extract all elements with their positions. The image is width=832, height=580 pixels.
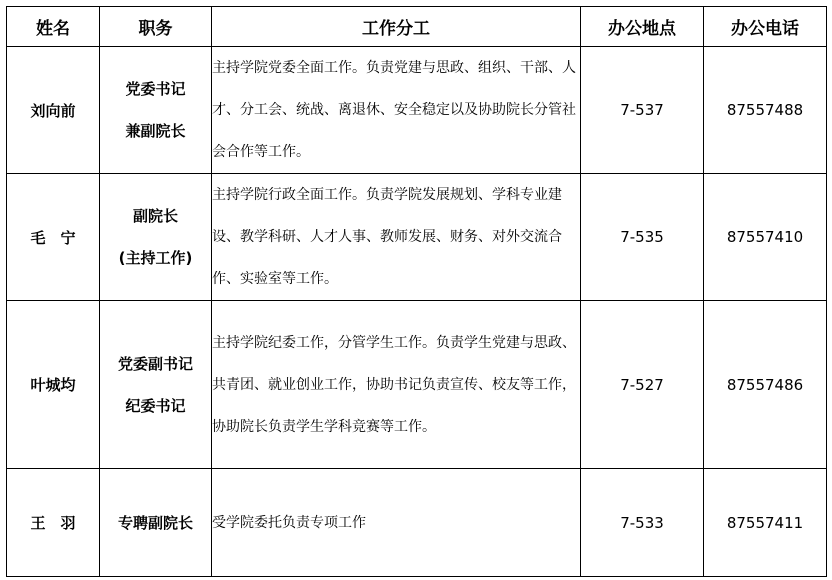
cell-position: [100, 47, 212, 174]
header-name: 姓名: [7, 7, 100, 47]
cell-name: 刘向前: [7, 47, 100, 174]
cell-duties: 主持学院党委全面工作。负责党建与思政、组织、干部、人才、分工会、统战、离退休、安全稳定以及协助院长分管社会合作等工作。: [212, 47, 581, 174]
header-duties: 工作分工: [212, 7, 581, 47]
cell-name: 毛 宁: [7, 174, 100, 301]
cell-phone: 87557411: [704, 469, 827, 577]
cell-name: 王 羽: [7, 469, 100, 577]
cell-duties: 主持学院行政全面工作。负责学院发展规划、学科专业建设、教学科研、人才人事、教师发展、财务、对外交流合作、实验室等工作。: [212, 174, 581, 301]
header-position: 职务: [100, 7, 212, 47]
table-header-row: [7, 7, 827, 47]
cell-duties: 主持学院纪委工作，分管学生工作。负责学生党建与思政、共青团、就业创业工作，协助书记负责宣传、校友等工作，协助院长负责学生学科竞赛等工作。: [212, 301, 581, 469]
cell-duties: 受学院委托负责专项工作: [212, 469, 581, 577]
header-office: 办公地点: [581, 7, 704, 47]
table-row: [7, 174, 827, 301]
position-line: 专聘副院长: [117, 513, 193, 532]
position-line: 纪委书记: [125, 396, 186, 415]
cell-office: 7-533: [581, 469, 704, 577]
header-phone: 办公电话: [704, 7, 827, 47]
position-line: 党委副书记: [117, 354, 193, 373]
cell-position: [100, 174, 212, 301]
cell-phone: 87557486: [704, 301, 827, 469]
cell-office: 7-527: [581, 301, 704, 469]
cell-phone: 87557410: [704, 174, 827, 301]
cell-phone: 87557488: [704, 47, 827, 174]
cell-position: [100, 469, 212, 577]
cell-name: 叶城均: [7, 301, 100, 469]
position-line: 党委书记: [125, 80, 186, 98]
table-row: [7, 47, 827, 174]
cell-office: 7-537: [581, 47, 704, 174]
cell-position: [100, 301, 212, 469]
table-row: [7, 301, 827, 469]
position-line: (主持工作): [118, 249, 193, 267]
staff-duties-table: [6, 6, 827, 577]
position-line: 兼副院长: [125, 122, 186, 140]
table-row: [7, 469, 827, 577]
position-line: 副院长: [132, 207, 178, 225]
cell-office: 7-535: [581, 174, 704, 301]
